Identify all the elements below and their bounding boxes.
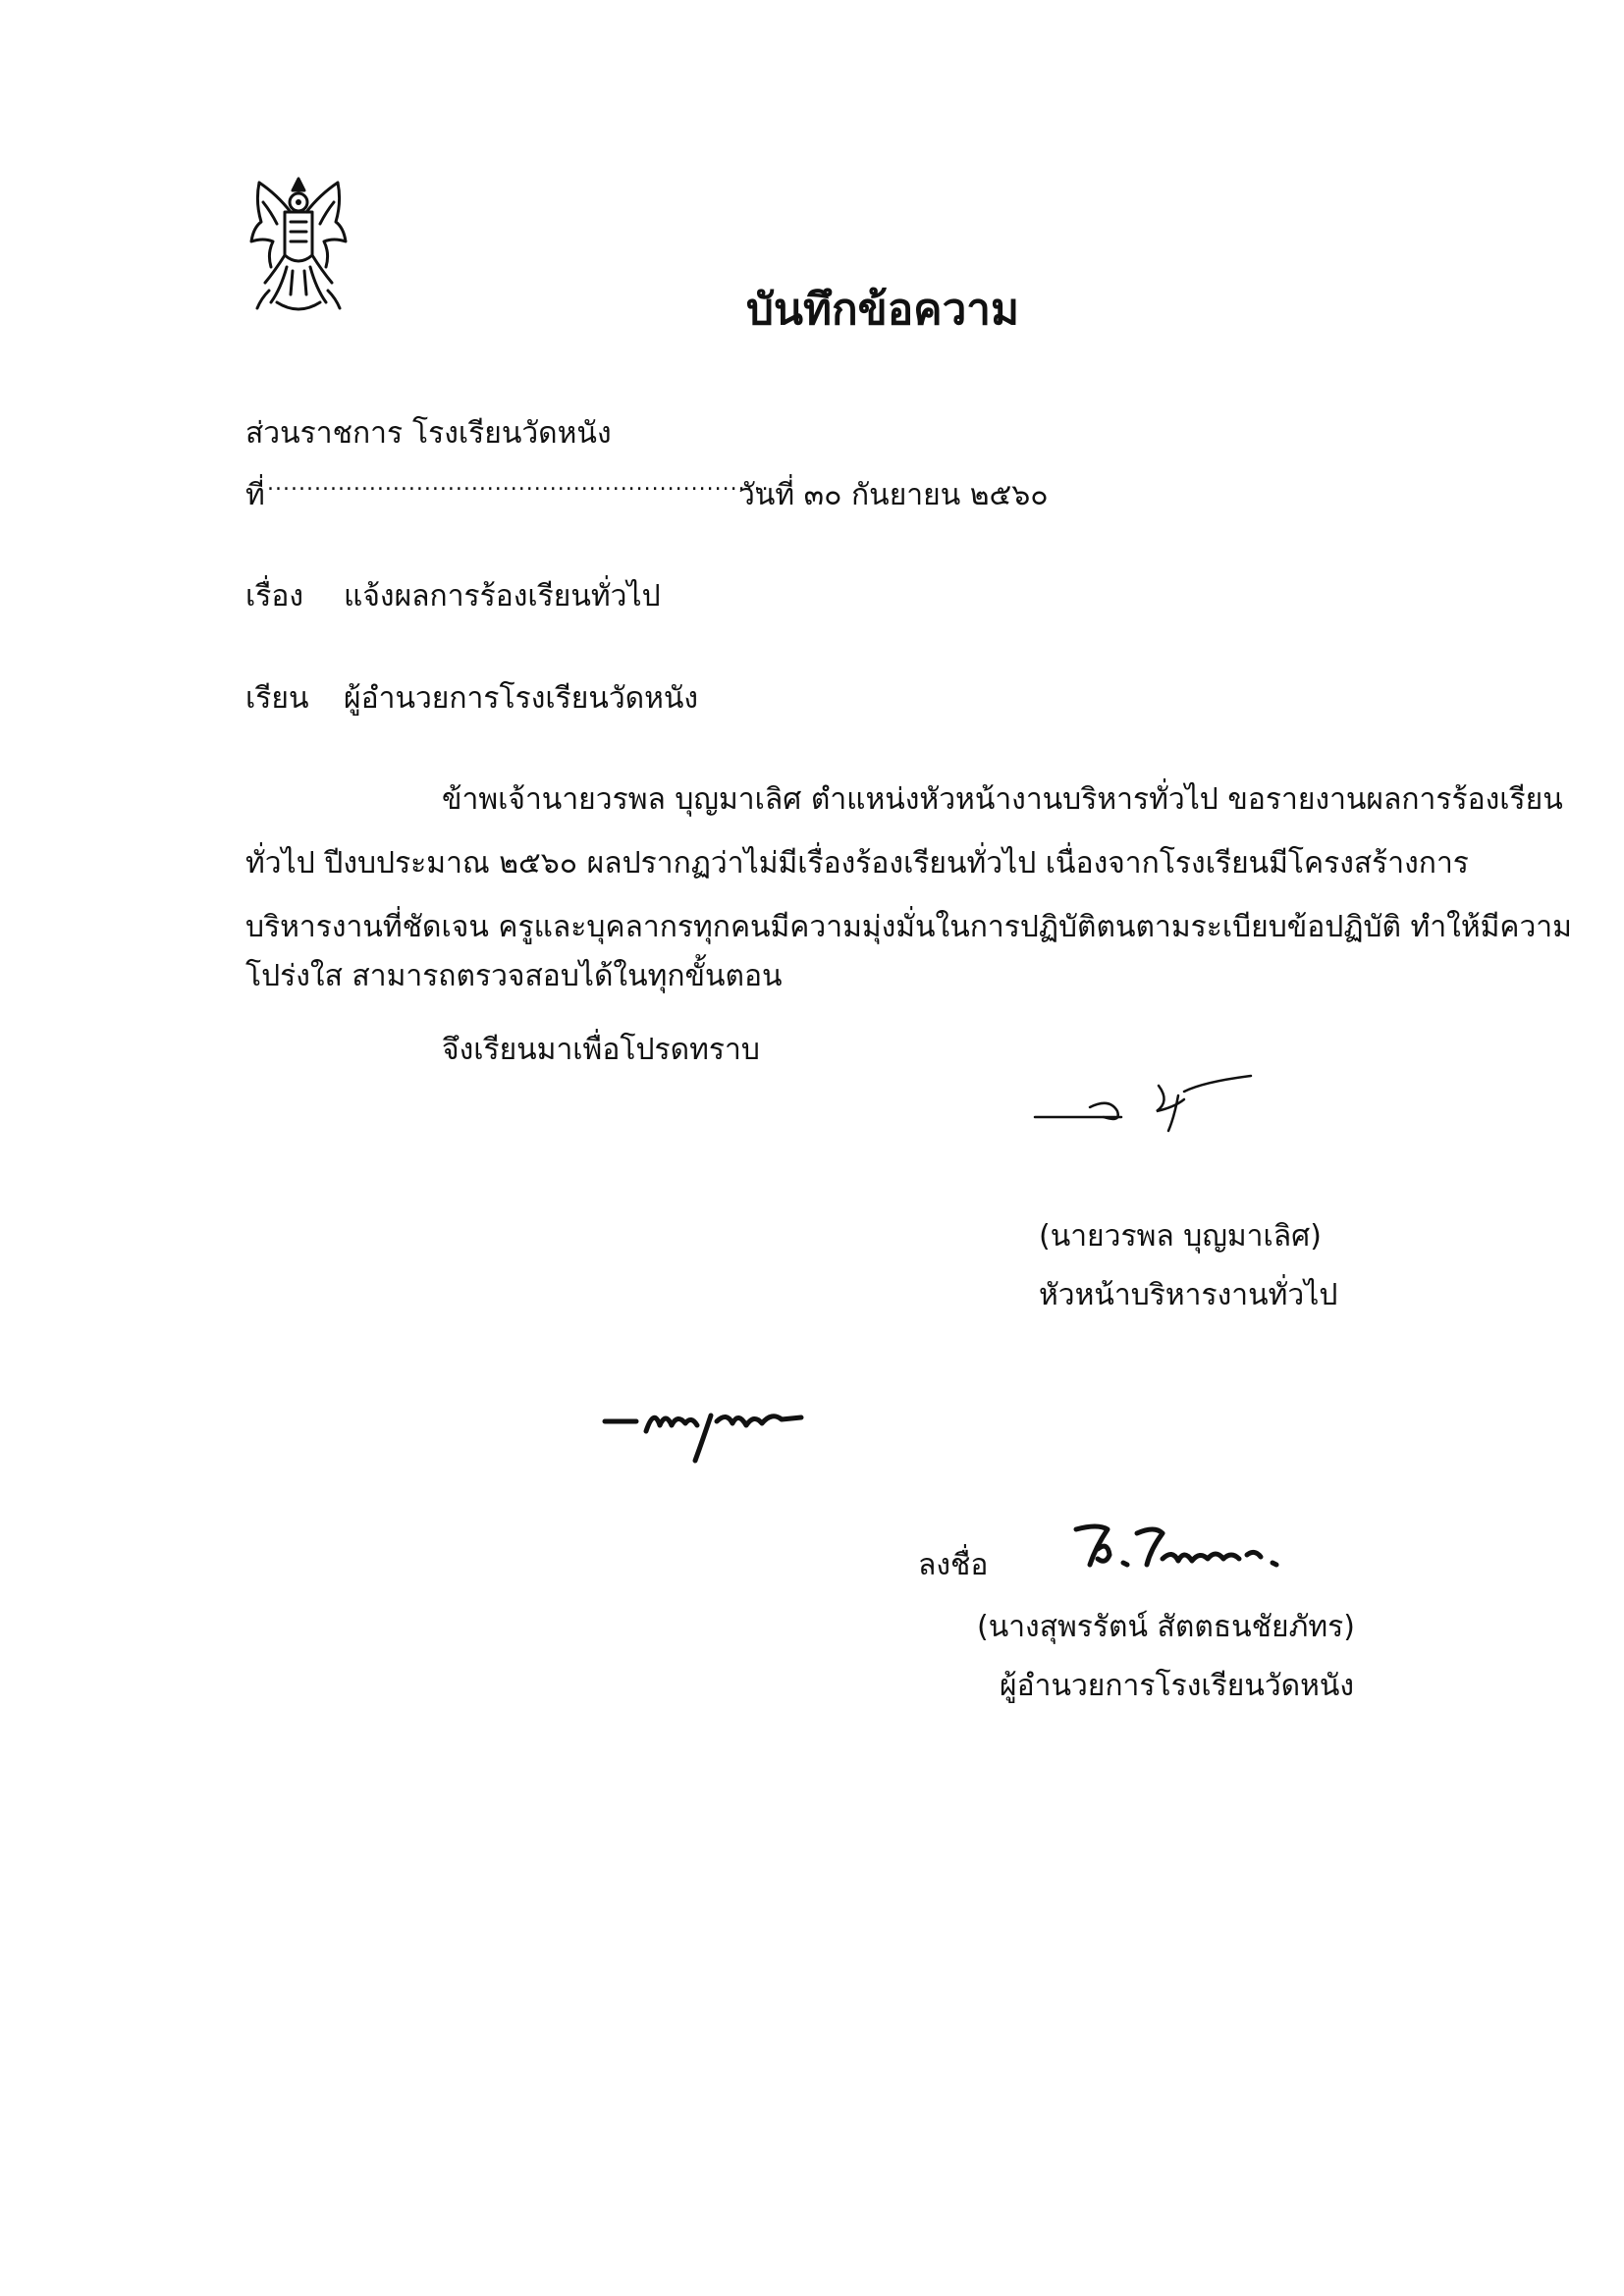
approver-name: (นางสุพรรัตน์ สัตตธนชัยภัทร) — [977, 1610, 1355, 1644]
body-paragraph-line: ข้าพเจ้านายวรพล บุญมาเลิศ ตำแหน่งหัวหน้างานบริหารทั่วไป ขอรายงานผลการร้องเรียน — [442, 782, 1563, 817]
recipient-value: ผู้อำนวยการโรงเรียนวัดหนัง — [344, 681, 699, 716]
subject-label: เรื่อง — [245, 579, 304, 614]
handwritten-signature-icon — [1068, 1520, 1282, 1578]
signer-position: หัวหน้าบริหารงานทั่วไป — [1039, 1278, 1338, 1312]
closing-line: จึงเรียนมาเพื่อโปรดทราบ — [442, 1033, 760, 1067]
subject-value: แจ้งผลการร้องเรียนทั่วไป — [344, 579, 661, 614]
reference-label: ที่ — [245, 478, 265, 512]
sign-label: ลงชื่อ — [918, 1548, 989, 1582]
body-paragraph-line: บริหารงานที่ชัดเจน ครูและบุคลากรทุกคนมีความมุ่งมั่นในการปฏิบัติตนตามระเบียบข้อปฏิบัติ ทำให้มีความ — [245, 910, 1572, 944]
signer-name: (นายวรพล บุญมาเลิศ) — [1039, 1219, 1322, 1254]
body-paragraph-line: โปร่งใส สามารถตรวจสอบได้ในทุกขั้นตอน — [245, 959, 783, 993]
department-label: ส่วนราชการ — [245, 416, 404, 451]
recipient-label: เรียน — [245, 681, 309, 716]
handwritten-signature-icon — [1031, 1072, 1267, 1135]
document-title: บันทึกข้อความ — [746, 285, 1020, 335]
memo-date: วันที่ ๓๐ กันยายน ๒๕๖๐ — [738, 478, 1049, 512]
department-value: โรงเรียนวัดหนัง — [412, 416, 612, 451]
garuda-emblem-icon — [247, 173, 350, 318]
reference-dotted-line: ................................................................ — [267, 471, 770, 496]
body-paragraph-line: ทั่วไป ปีงบประมาณ ๒๕๖๐ ผลปรากฏว่าไม่มีเรื่องร้องเรียนทั่วไป เนื่องจากโรงเรียนมีโครงสร้างการ — [245, 846, 1469, 881]
handwritten-signature-icon — [601, 1392, 807, 1467]
approver-position: ผู้อำนวยการโรงเรียนวัดหนัง — [1000, 1669, 1355, 1703]
